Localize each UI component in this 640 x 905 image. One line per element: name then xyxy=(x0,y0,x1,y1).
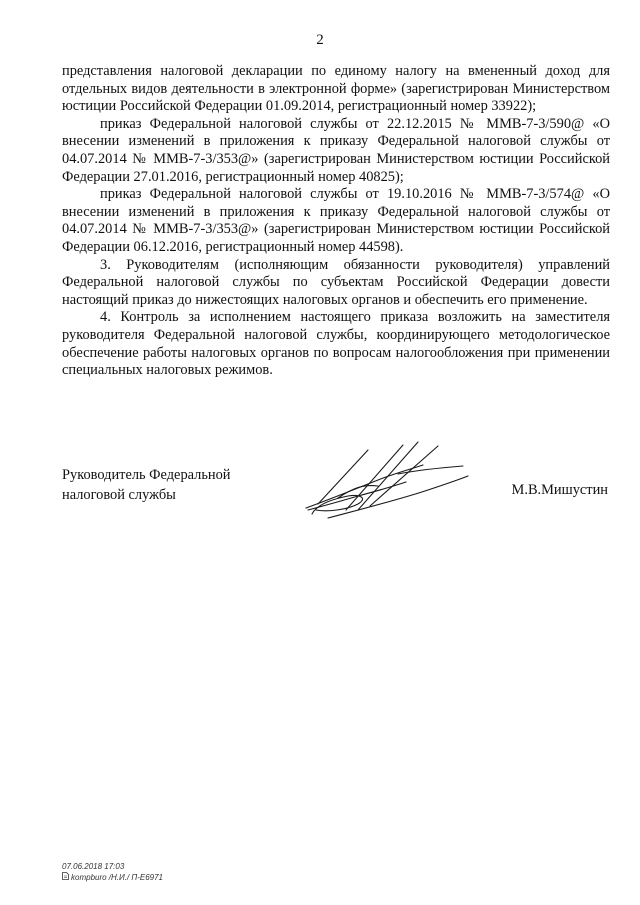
page-number: 2 xyxy=(316,32,324,48)
paragraph-3: приказ Федеральной налоговой службы от 19.10.2016 № ММВ-7-3/574@ «О внесении изменений в приложения к приказу Федеральной налоговой службы от 04.07.2014 № ММВ-7-3/353@» (зарегистрирован Министерством юстиции Российской Федерации 06.12.2016, регистрационный номер 44598). xyxy=(62,186,610,255)
footer-date-time: 07.06.2018 17:03 xyxy=(62,862,125,871)
signatory-position xyxy=(62,465,231,505)
paragraph-4: 3. Руководителям (исполняющим обязанности руководителя) управлений Федеральной налоговой службы по субъектам Российской Федерации довести настоящий приказ до нижестоящих налоговых органов и обеспечить его применение. xyxy=(62,256,610,308)
handwritten-signature xyxy=(298,440,473,525)
document-icon xyxy=(62,872,69,883)
document-footer xyxy=(62,862,163,883)
paragraph-1: представления налоговой декларации по единому налогу на вмененный доход для отдельных видов деятельности в электронной форме» (зарегистрирован Министерством юстиции Российской Федерации 01.09.2014, регистрационный номер 33922); xyxy=(62,63,610,115)
signatory-position-line-2: налоговой службы xyxy=(62,487,176,503)
paragraph-5: 4. Контроль за исполнением настоящего приказа возложить на заместителя руководителя Федеральной налоговой службы, координирующего методологическое обеспечение работы налоговых органов по вопросам налогообложения при применении специальных налоговых режимов. xyxy=(62,309,610,379)
signatory-position-line-1: Руководитель Федеральной xyxy=(62,467,231,483)
signatory-name: М.В.Мишустин xyxy=(511,482,608,498)
footer-file-ref: kompburo /Н.И./ П-Е6971 xyxy=(71,873,164,882)
paragraph-2: приказ Федеральной налоговой службы от 22.12.2015 № ММВ-7-3/590@ «О внесении изменений в приложения к приказу Федеральной налоговой службы от 04.07.2014 № ММВ-7-3/353@» (зарегистрирован Министерством юстиции Российской Федерации 27.01.2016, регистрационный номер 40825); xyxy=(62,115,610,185)
document-body xyxy=(62,63,610,380)
footer-file-reference xyxy=(62,872,163,883)
